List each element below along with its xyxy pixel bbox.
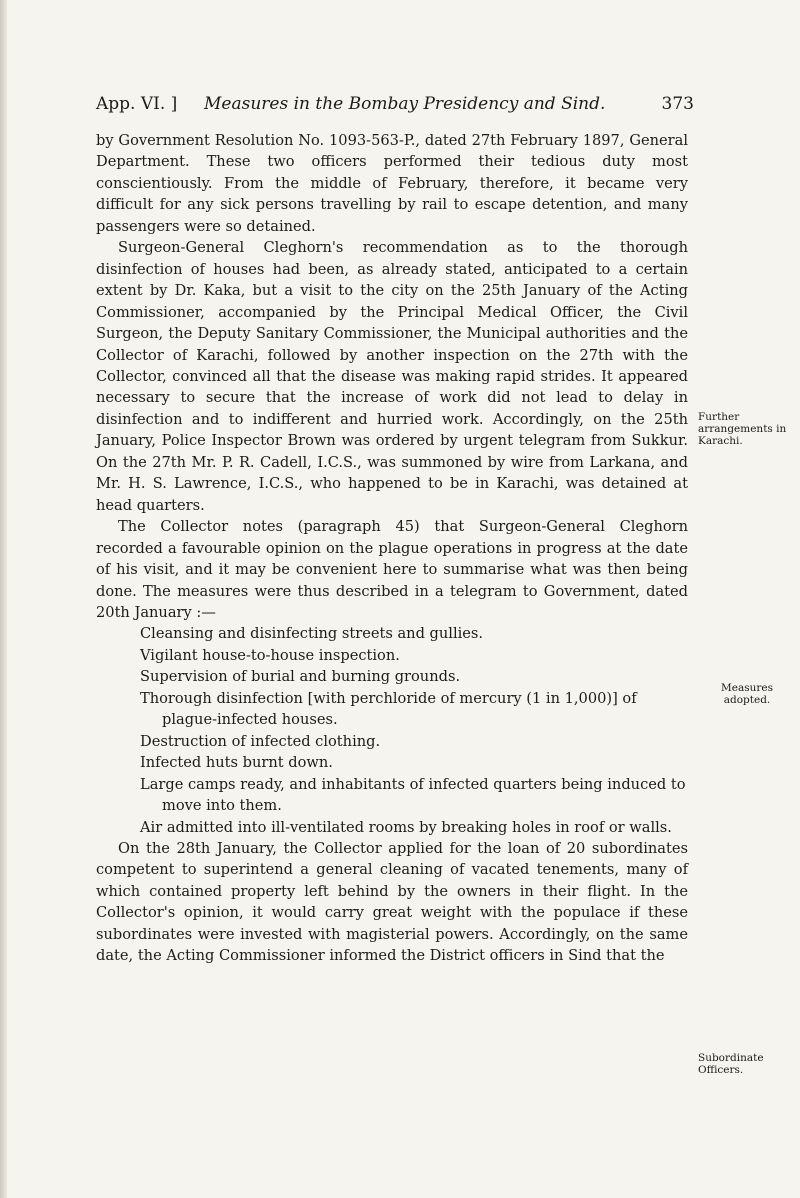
paragraph-1: by Government Resolution No. 1093-563-P., dated 27th February 1897, General Department. These two officers performed their tedious duty most conscientiously. From the middle of February, therefore, it became very difficult for any sick persons travelling by rail to escape detention, and many passengers were so detained. bbox=[96, 132, 688, 235]
page-edge bbox=[0, 0, 7, 1198]
page-body bbox=[96, 130, 688, 967]
paragraph-2: Surgeon-General Cleghorn's recommendation as to the thorough disinfection of houses had been, as already stated, anticipated to a certain extent by Dr. Kaka, but a visit to the city on the 25th January of the Acting Commissioner, accompanied by the Principal Medical Officer, the Civil Surgeon, the Deputy Sanitary Commissioner, the Municipal authorities and the Collector of Karachi, followed by another inspection on the 27th with the Collector, convinced all that the disease was making rapid strides. It appeared necessary to secure that the increase of work did not lead to delay in disinfection and to indifferent and hurried work. Accordingly, on the 25th January, Police Inspector Brown was ordered by urgent telegram from Sukkur. On the 27th Mr. P. R. Cadell, I.C.S., was summoned by wire from Larkana, and Mr. H. S. Lawrence, I.C.S., who happened to be in Karachi, was detained at head quarters. bbox=[96, 239, 688, 514]
paragraph-3: The Collector notes (paragraph 45) that Surgeon-General Cleghorn recorded a favourable opinion on the plague operations in progress at the date of his visit, and it may be convenient here to summarise what was then being done. The measures were thus described in a telegram to Government, dated 20th January :— bbox=[96, 518, 688, 621]
measures-list bbox=[140, 623, 688, 838]
measure-item: Cleansing and disinfecting streets and gullies. bbox=[140, 625, 484, 643]
measure-item: Destruction of infected clothing. bbox=[140, 732, 381, 750]
margin-note-subordinate-officers: Subordinate Officers. bbox=[698, 1052, 764, 1076]
measure-item: Vigilant house-to-house inspection. bbox=[140, 646, 400, 664]
measure-item: Air admitted into ill-ventilated rooms by breaking holes in roof or walls. bbox=[140, 818, 672, 836]
appendix-label: App. VI. ] bbox=[96, 94, 178, 114]
page-number: 373 bbox=[661, 94, 694, 114]
measure-item: Thorough disinfection [with perchloride of mercury (1 in 1,000)] of plague-infected houses. bbox=[140, 689, 637, 729]
margin-note-measures-adopted: Measures adopted. bbox=[721, 682, 773, 706]
measure-item: Large camps ready, and inhabitants of infected quarters being induced to move into them. bbox=[140, 775, 686, 815]
paragraph-4: On the 28th January, the Collector applied for the loan of 20 subordinates competent to superintend a general cleaning of vacated tenements, many of which contained property left behind by the owners in their flight. In the Collector's opinion, it would carry great weight with the populace if these subordinates were invested with magisterial powers. Accordingly, on the same date, the Acting Commissioner informed the District officers in Sind that the bbox=[96, 839, 688, 965]
margin-note-further-arrangements: Further arrangements in Karachi. bbox=[698, 411, 787, 447]
running-title: Measures in the Bombay Presidency and Sind. bbox=[204, 94, 606, 114]
measure-item: Infected huts burnt down. bbox=[140, 754, 333, 772]
measure-item: Supervision of burial and burning grounds. bbox=[140, 668, 461, 686]
